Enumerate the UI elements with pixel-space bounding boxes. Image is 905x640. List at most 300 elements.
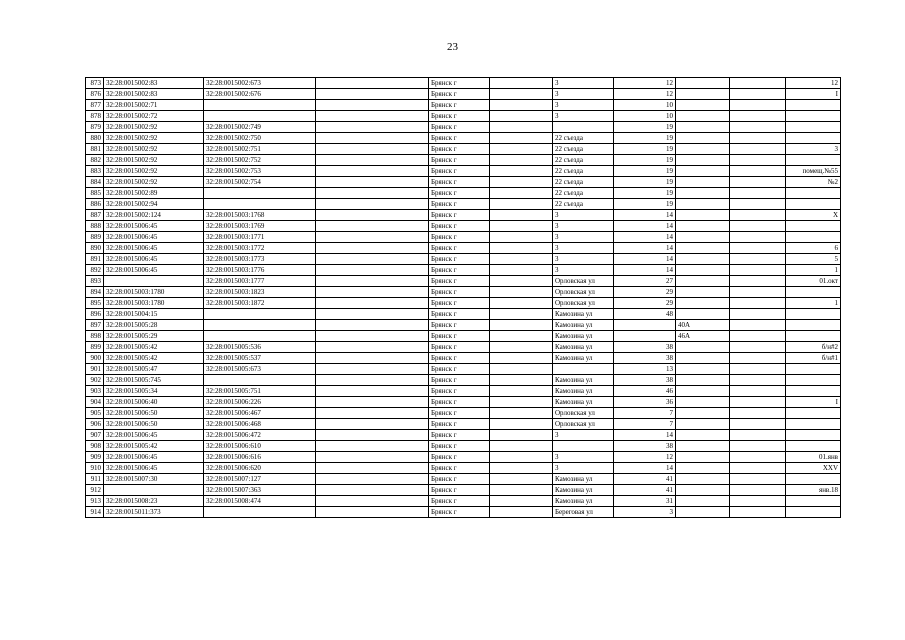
empty-cell xyxy=(730,78,786,89)
row-number-cell: 907 xyxy=(86,430,104,441)
cadastral-number-cell: 32:28:0015003:1823 xyxy=(204,287,316,298)
table-row xyxy=(86,177,841,188)
empty-cell xyxy=(730,441,786,452)
cadastral-number-cell: 32:28:0015002:754 xyxy=(204,177,316,188)
house-letter-cell xyxy=(676,210,730,221)
house-cell xyxy=(614,331,676,342)
parent-cadastral-cell: 32:28:0015004:15 xyxy=(104,309,204,320)
parent-cadastral-cell: 32:28:0015002:92 xyxy=(104,155,204,166)
city-cell: Брянск г xyxy=(429,496,490,507)
table-row xyxy=(86,166,841,177)
street-cell: 3 xyxy=(553,463,614,474)
street-cell: Камозина ул xyxy=(553,496,614,507)
apartment-cell: 01.янв xyxy=(786,452,841,463)
cadastral-number-cell: 32:28:0015006:610 xyxy=(204,441,316,452)
apartment-cell: б/н#1 xyxy=(786,353,841,364)
table-row xyxy=(86,100,841,111)
table-row xyxy=(86,485,841,496)
house-cell: 13 xyxy=(614,364,676,375)
parent-cadastral-cell: 32:28:0015002:94 xyxy=(104,199,204,210)
empty-cell xyxy=(490,485,553,496)
house-cell: 27 xyxy=(614,276,676,287)
table-row xyxy=(86,276,841,287)
table-row xyxy=(86,188,841,199)
table-row xyxy=(86,441,841,452)
street-cell: Камозина ул xyxy=(553,375,614,386)
row-number-cell: 887 xyxy=(86,210,104,221)
empty-cell xyxy=(316,496,429,507)
street-cell: 3 xyxy=(553,111,614,122)
street-cell: 3 xyxy=(553,210,614,221)
table-row xyxy=(86,353,841,364)
apartment-cell xyxy=(786,309,841,320)
empty-cell xyxy=(490,210,553,221)
street-cell: 22 съезда xyxy=(553,166,614,177)
street-cell: 22 съезда xyxy=(553,144,614,155)
house-cell: 14 xyxy=(614,463,676,474)
city-cell: Брянск г xyxy=(429,89,490,100)
house-cell: 12 xyxy=(614,78,676,89)
apartment-cell xyxy=(786,320,841,331)
empty-cell xyxy=(316,111,429,122)
table-row xyxy=(86,89,841,100)
apartment-cell xyxy=(786,419,841,430)
table-row xyxy=(86,386,841,397)
empty-cell xyxy=(490,166,553,177)
apartment-cell xyxy=(786,386,841,397)
empty-cell xyxy=(316,364,429,375)
row-number-cell: 892 xyxy=(86,265,104,276)
empty-cell xyxy=(316,331,429,342)
city-cell: Брянск г xyxy=(429,155,490,166)
city-cell: Брянск г xyxy=(429,100,490,111)
empty-cell xyxy=(490,265,553,276)
parent-cadastral-cell xyxy=(104,276,204,287)
apartment-cell: 6 xyxy=(786,243,841,254)
cadastral-number-cell xyxy=(204,100,316,111)
empty-cell xyxy=(730,408,786,419)
row-number-cell: 886 xyxy=(86,199,104,210)
empty-cell xyxy=(490,507,553,518)
empty-cell xyxy=(490,100,553,111)
empty-cell xyxy=(730,375,786,386)
parent-cadastral-cell: 32:28:0015005:42 xyxy=(104,441,204,452)
cadastral-number-cell: 32:28:0015002:750 xyxy=(204,133,316,144)
street-cell: 3 xyxy=(553,100,614,111)
parent-cadastral-cell: 32:28:0015005:34 xyxy=(104,386,204,397)
empty-cell xyxy=(730,166,786,177)
street-cell: Камозина ул xyxy=(553,353,614,364)
empty-cell xyxy=(490,408,553,419)
empty-cell xyxy=(730,353,786,364)
apartment-cell xyxy=(786,441,841,452)
table-row xyxy=(86,111,841,122)
city-cell: Брянск г xyxy=(429,430,490,441)
city-cell: Брянск г xyxy=(429,408,490,419)
cadastral-number-cell: 32:28:0015002:676 xyxy=(204,89,316,100)
house-letter-cell xyxy=(676,309,730,320)
empty-cell xyxy=(316,342,429,353)
house-letter-cell xyxy=(676,386,730,397)
house-cell: 48 xyxy=(614,309,676,320)
parent-cadastral-cell: 32:28:0015006:45 xyxy=(104,265,204,276)
street-cell: 22 съезда xyxy=(553,133,614,144)
house-cell: 41 xyxy=(614,485,676,496)
parent-cadastral-cell: 32:28:0015008:23 xyxy=(104,496,204,507)
cadastral-number-cell: 32:28:0015003:1776 xyxy=(204,265,316,276)
empty-cell xyxy=(316,199,429,210)
cadastral-number-cell: 32:28:0015002:749 xyxy=(204,122,316,133)
empty-cell xyxy=(316,254,429,265)
house-cell: 12 xyxy=(614,452,676,463)
apartment-cell: 01.окт xyxy=(786,276,841,287)
apartment-cell xyxy=(786,155,841,166)
empty-cell xyxy=(490,441,553,452)
house-letter-cell xyxy=(676,430,730,441)
apartment-cell: I xyxy=(786,397,841,408)
city-cell: Брянск г xyxy=(429,419,490,430)
apartment-cell: помещ.№55 xyxy=(786,166,841,177)
city-cell: Брянск г xyxy=(429,265,490,276)
house-cell: 14 xyxy=(614,265,676,276)
apartment-cell xyxy=(786,408,841,419)
empty-cell xyxy=(730,430,786,441)
house-cell xyxy=(614,320,676,331)
empty-cell xyxy=(490,342,553,353)
city-cell: Брянск г xyxy=(429,254,490,265)
house-letter-cell: 46А xyxy=(676,331,730,342)
empty-cell xyxy=(316,353,429,364)
cadastral-number-cell: 32:28:0015002:753 xyxy=(204,166,316,177)
city-cell: Брянск г xyxy=(429,232,490,243)
cadastral-number-cell xyxy=(204,199,316,210)
parent-cadastral-cell: 32:28:0015006:50 xyxy=(104,419,204,430)
parent-cadastral-cell: 32:28:0015002:83 xyxy=(104,78,204,89)
table-row xyxy=(86,232,841,243)
cadastral-number-cell: 32:28:0015003:1771 xyxy=(204,232,316,243)
cadastral-number-cell xyxy=(204,309,316,320)
empty-cell xyxy=(316,155,429,166)
parent-cadastral-cell: 32:28:0015006:45 xyxy=(104,232,204,243)
apartment-cell xyxy=(786,287,841,298)
house-letter-cell xyxy=(676,474,730,485)
city-cell: Брянск г xyxy=(429,144,490,155)
house-cell: 14 xyxy=(614,430,676,441)
parent-cadastral-cell xyxy=(104,485,204,496)
row-number-cell: 876 xyxy=(86,89,104,100)
city-cell: Брянск г xyxy=(429,331,490,342)
parent-cadastral-cell: 32:28:0015006:45 xyxy=(104,430,204,441)
empty-cell xyxy=(490,331,553,342)
parent-cadastral-cell: 32:28:0015006:50 xyxy=(104,408,204,419)
house-letter-cell xyxy=(676,254,730,265)
empty-cell xyxy=(316,507,429,518)
empty-cell xyxy=(490,452,553,463)
house-cell: 7 xyxy=(614,408,676,419)
empty-cell xyxy=(730,474,786,485)
row-number-cell: 897 xyxy=(86,320,104,331)
house-letter-cell xyxy=(676,177,730,188)
table-row xyxy=(86,155,841,166)
city-cell: Брянск г xyxy=(429,276,490,287)
house-cell: 14 xyxy=(614,221,676,232)
empty-cell xyxy=(316,232,429,243)
city-cell: Брянск г xyxy=(429,386,490,397)
row-number-cell: 901 xyxy=(86,364,104,375)
parent-cadastral-cell: 32:28:0015005:42 xyxy=(104,353,204,364)
street-cell: 3 xyxy=(553,232,614,243)
row-number-cell: 898 xyxy=(86,331,104,342)
row-number-cell: 912 xyxy=(86,485,104,496)
house-letter-cell xyxy=(676,89,730,100)
house-cell: 36 xyxy=(614,397,676,408)
cadastral-number-cell: 32:28:0015006:616 xyxy=(204,452,316,463)
cadastral-number-cell xyxy=(204,111,316,122)
street-cell: 3 xyxy=(553,430,614,441)
empty-cell xyxy=(730,188,786,199)
row-number-cell: 880 xyxy=(86,133,104,144)
parent-cadastral-cell: 32:28:0015002:92 xyxy=(104,133,204,144)
empty-cell xyxy=(490,133,553,144)
house-letter-cell xyxy=(676,122,730,133)
table-row xyxy=(86,320,841,331)
cadastral-number-cell xyxy=(204,188,316,199)
city-cell: Брянск г xyxy=(429,177,490,188)
house-letter-cell xyxy=(676,419,730,430)
house-letter-cell xyxy=(676,166,730,177)
apartment-cell: 12 xyxy=(786,78,841,89)
empty-cell xyxy=(316,133,429,144)
row-number-cell: 893 xyxy=(86,276,104,287)
house-letter-cell xyxy=(676,353,730,364)
empty-cell xyxy=(316,463,429,474)
cadastral-number-cell: 32:28:0015005:751 xyxy=(204,386,316,397)
row-number-cell: 899 xyxy=(86,342,104,353)
empty-cell xyxy=(490,375,553,386)
city-cell: Брянск г xyxy=(429,353,490,364)
row-number-cell: 877 xyxy=(86,100,104,111)
street-cell: Камозина ул xyxy=(553,309,614,320)
cadastral-number-cell: 32:28:0015003:1777 xyxy=(204,276,316,287)
apartment-cell xyxy=(786,430,841,441)
table-row xyxy=(86,122,841,133)
empty-cell xyxy=(316,78,429,89)
empty-cell xyxy=(730,507,786,518)
house-letter-cell xyxy=(676,111,730,122)
street-cell xyxy=(553,364,614,375)
empty-cell xyxy=(730,397,786,408)
empty-cell xyxy=(730,254,786,265)
empty-cell xyxy=(316,441,429,452)
empty-cell xyxy=(730,265,786,276)
parent-cadastral-cell: 32:28:0015002:92 xyxy=(104,144,204,155)
empty-cell xyxy=(490,188,553,199)
city-cell: Брянск г xyxy=(429,111,490,122)
row-number-cell: 881 xyxy=(86,144,104,155)
street-cell: Камозина ул xyxy=(553,474,614,485)
apartment-cell xyxy=(786,496,841,507)
table-row xyxy=(86,408,841,419)
empty-cell xyxy=(730,364,786,375)
apartment-cell xyxy=(786,221,841,232)
empty-cell xyxy=(730,276,786,287)
parent-cadastral-cell: 32:28:0015005:42 xyxy=(104,342,204,353)
city-cell: Брянск г xyxy=(429,166,490,177)
apartment-cell: 1 xyxy=(786,298,841,309)
cadastral-number-cell: 32:28:0015005:536 xyxy=(204,342,316,353)
apartment-cell xyxy=(786,375,841,386)
empty-cell xyxy=(490,254,553,265)
table-row xyxy=(86,210,841,221)
empty-cell xyxy=(490,430,553,441)
city-cell: Брянск г xyxy=(429,287,490,298)
cadastral-number-cell: 32:28:0015005:537 xyxy=(204,353,316,364)
row-number-cell: 911 xyxy=(86,474,104,485)
house-letter-cell xyxy=(676,133,730,144)
cadastral-number-cell: 32:28:0015003:1768 xyxy=(204,210,316,221)
row-number-cell: 882 xyxy=(86,155,104,166)
city-cell: Брянск г xyxy=(429,243,490,254)
cadastral-number-cell: 32:28:0015006:467 xyxy=(204,408,316,419)
row-number-cell: 888 xyxy=(86,221,104,232)
row-number-cell: 885 xyxy=(86,188,104,199)
empty-cell xyxy=(490,243,553,254)
city-cell: Брянск г xyxy=(429,474,490,485)
house-cell: 14 xyxy=(614,254,676,265)
empty-cell xyxy=(730,199,786,210)
apartment-cell xyxy=(786,100,841,111)
house-cell: 10 xyxy=(614,111,676,122)
parent-cadastral-cell: 32:28:0015006:40 xyxy=(104,397,204,408)
apartment-cell: 5 xyxy=(786,254,841,265)
parent-cadastral-cell: 32:28:0015002:72 xyxy=(104,111,204,122)
page-number: 23 xyxy=(447,41,458,53)
row-number-cell: 891 xyxy=(86,254,104,265)
table-row xyxy=(86,309,841,320)
empty-cell xyxy=(730,232,786,243)
table-row xyxy=(86,463,841,474)
house-cell: 19 xyxy=(614,144,676,155)
house-cell: 19 xyxy=(614,177,676,188)
parent-cadastral-cell: 32:28:0015005:28 xyxy=(104,320,204,331)
table-row xyxy=(86,507,841,518)
house-letter-cell xyxy=(676,375,730,386)
street-cell: 3 xyxy=(553,78,614,89)
apartment-cell: янв.18 xyxy=(786,485,841,496)
parent-cadastral-cell: 32:28:0015005:745 xyxy=(104,375,204,386)
street-cell xyxy=(553,122,614,133)
row-number-cell: 903 xyxy=(86,386,104,397)
row-number-cell: 914 xyxy=(86,507,104,518)
house-cell: 38 xyxy=(614,342,676,353)
table-row xyxy=(86,243,841,254)
empty-cell xyxy=(730,386,786,397)
table-row xyxy=(86,144,841,155)
row-number-cell: 910 xyxy=(86,463,104,474)
row-number-cell: 890 xyxy=(86,243,104,254)
empty-cell xyxy=(490,89,553,100)
cadastral-number-cell xyxy=(204,331,316,342)
parent-cadastral-cell: 32:28:0015002:92 xyxy=(104,177,204,188)
house-letter-cell xyxy=(676,397,730,408)
house-letter-cell xyxy=(676,199,730,210)
parent-cadastral-cell: 32:28:0015002:92 xyxy=(104,122,204,133)
apartment-cell: б/н#2 xyxy=(786,342,841,353)
row-number-cell: 906 xyxy=(86,419,104,430)
parent-cadastral-cell: 32:28:0015002:124 xyxy=(104,210,204,221)
empty-cell xyxy=(730,419,786,430)
street-cell: 22 съезда xyxy=(553,188,614,199)
empty-cell xyxy=(490,474,553,485)
street-cell xyxy=(553,441,614,452)
house-letter-cell xyxy=(676,155,730,166)
empty-cell xyxy=(490,353,553,364)
house-letter-cell xyxy=(676,496,730,507)
city-cell: Брянск г xyxy=(429,221,490,232)
empty-cell xyxy=(490,386,553,397)
empty-cell xyxy=(316,177,429,188)
cadastral-number-cell: 32:28:0015003:1773 xyxy=(204,254,316,265)
empty-cell xyxy=(730,342,786,353)
empty-cell xyxy=(490,122,553,133)
apartment-cell: №2 xyxy=(786,177,841,188)
street-cell: Береговая ул xyxy=(553,507,614,518)
empty-cell xyxy=(730,177,786,188)
table-row xyxy=(86,430,841,441)
city-cell: Брянск г xyxy=(429,188,490,199)
empty-cell xyxy=(730,496,786,507)
empty-cell xyxy=(730,298,786,309)
empty-cell xyxy=(316,419,429,430)
street-cell: Камозина ул xyxy=(553,485,614,496)
city-cell: Брянск г xyxy=(429,210,490,221)
empty-cell xyxy=(316,144,429,155)
table-row xyxy=(86,298,841,309)
house-letter-cell xyxy=(676,287,730,298)
cadastral-number-cell: 32:28:0015005:673 xyxy=(204,364,316,375)
empty-cell xyxy=(490,419,553,430)
cadastral-number-cell: 32:28:0015006:620 xyxy=(204,463,316,474)
cadastral-number-cell: 32:28:0015002:751 xyxy=(204,144,316,155)
city-cell: Брянск г xyxy=(429,320,490,331)
empty-cell xyxy=(730,100,786,111)
apartment-cell: XXV xyxy=(786,463,841,474)
house-letter-cell xyxy=(676,243,730,254)
city-cell: Брянск г xyxy=(429,133,490,144)
house-cell: 19 xyxy=(614,199,676,210)
street-cell: Камозина ул xyxy=(553,386,614,397)
house-cell: 19 xyxy=(614,122,676,133)
table-row xyxy=(86,342,841,353)
house-cell: 29 xyxy=(614,298,676,309)
parent-cadastral-cell: 32:28:0015005:29 xyxy=(104,331,204,342)
empty-cell xyxy=(490,221,553,232)
cadastral-number-cell: 32:28:0015006:468 xyxy=(204,419,316,430)
city-cell: Брянск г xyxy=(429,507,490,518)
empty-cell xyxy=(316,320,429,331)
table-row xyxy=(86,254,841,265)
registry-body xyxy=(86,78,841,518)
empty-cell xyxy=(316,210,429,221)
house-letter-cell xyxy=(676,221,730,232)
table-row xyxy=(86,364,841,375)
empty-cell xyxy=(730,155,786,166)
cadastral-number-cell: 32:28:0015006:226 xyxy=(204,397,316,408)
apartment-cell xyxy=(786,474,841,485)
parent-cadastral-cell: 32:28:0015002:89 xyxy=(104,188,204,199)
empty-cell xyxy=(490,276,553,287)
empty-cell xyxy=(730,210,786,221)
